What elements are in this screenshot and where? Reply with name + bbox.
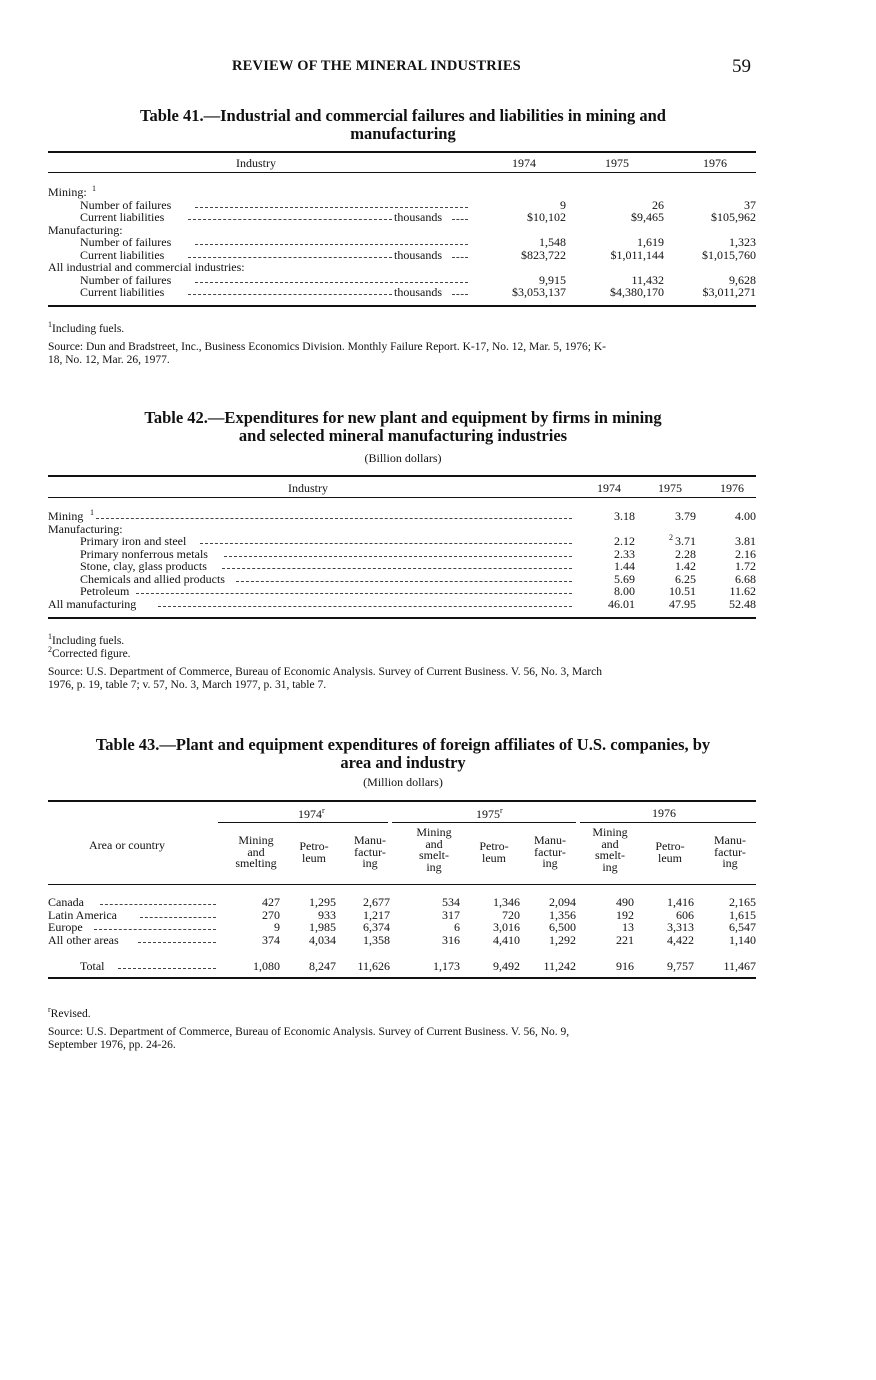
dot-leader [188, 249, 392, 258]
row-label: Manufacturing: [48, 521, 123, 536]
table42-col-year: 1975 [658, 481, 682, 495]
cell-value: 9,628 [729, 272, 756, 287]
year-group-mark: r [322, 806, 325, 815]
subcol-header: and [247, 844, 265, 859]
table41-title-line1: Table 41.—Industrial and commercial failures and liabilities in mining and [140, 106, 666, 125]
cell-value: $9,465 [631, 210, 664, 224]
table42-header-rule [48, 497, 756, 498]
value-footnote-mark: 2 [669, 533, 673, 542]
cell-value: 8.00 [614, 584, 635, 598]
cell-value: 316 [442, 932, 460, 947]
table41-col-year: 1976 [703, 156, 727, 170]
row-label: Number of failures [80, 272, 172, 287]
subcol-header: Manu- [354, 833, 386, 847]
table-total-row [0, 960, 876, 973]
dot-leader [224, 548, 572, 557]
table43-top-rule [48, 800, 756, 802]
cell-value: 1,619 [637, 235, 664, 249]
table41-title-line2: manufacturing [350, 124, 456, 143]
table42-top-rule [48, 475, 756, 477]
table43-bottom-rule [48, 977, 756, 979]
row-label: Chemicals and allied products [80, 571, 225, 586]
row-label: Number of failures [80, 235, 172, 249]
table43-footnote [48, 1003, 91, 1021]
table42-bottom-rule [48, 617, 756, 619]
subcol-header: factur- [534, 844, 566, 859]
cell-value: 1,323 [729, 235, 756, 249]
cell-value: 6,547 [729, 920, 756, 934]
subcol-header: and [601, 836, 619, 851]
footnote-mark: 1 [48, 320, 52, 329]
table42-unit: (Billion dollars) [364, 451, 442, 465]
cell-value: 3.79 [675, 509, 696, 523]
cell-value: 9,915 [539, 272, 566, 287]
table-row [0, 921, 876, 934]
footnote-mark: r [48, 1005, 51, 1014]
dot-leader [158, 598, 572, 607]
cell-value: 6.25 [675, 571, 696, 586]
footnote-text: Including fuels. [52, 322, 125, 335]
cell-value: 606 [676, 907, 694, 922]
cell-value: 2.16 [735, 546, 756, 561]
cell-value: 1,346 [493, 895, 520, 909]
table43-col-area: Area or country [89, 838, 165, 852]
cell-value: 52.48 [729, 596, 756, 611]
dot-leader [452, 249, 468, 258]
table41-col-year: 1974 [512, 156, 536, 170]
year-group-label [652, 806, 676, 821]
cell-value: 13 [622, 920, 634, 934]
cell-value: $10,102 [527, 210, 566, 224]
cell-value: 490 [616, 895, 634, 909]
year-group-label [298, 806, 325, 822]
footnote-mark: 1 [48, 632, 52, 641]
cell-value: 26 [652, 197, 664, 212]
subcol-header: smelting [235, 856, 277, 870]
year-group-label [476, 806, 503, 822]
table42-col-year: 1976 [720, 481, 744, 495]
total-value: 1,080 [253, 959, 280, 973]
cell-value: 11,432 [631, 272, 664, 287]
cell-value: 4.00 [735, 509, 756, 523]
year-group-mark: r [500, 806, 503, 815]
subcol-header: leum [302, 850, 326, 865]
cell-value: 1,548 [539, 235, 566, 249]
table41-col-year: 1975 [605, 156, 629, 170]
cell-value: $105,962 [711, 210, 756, 224]
year-group-year: 1976 [652, 806, 676, 820]
cell-value: 9 [274, 920, 280, 934]
cell-value: 1,295 [309, 895, 336, 909]
cell-value: $3,053,137 [512, 285, 566, 299]
subcol-header: ing [602, 859, 618, 874]
cell-value: 2,094 [549, 895, 576, 909]
cell-value: 5.69 [614, 571, 635, 586]
dot-leader [118, 960, 216, 969]
cell-value: 1,356 [549, 907, 576, 922]
table42-source-line2: 1976, p. 19, table 7; v. 57, No. 3, March 1977, p. 31, table 7. [48, 679, 327, 691]
subcol-header: ing [426, 859, 442, 874]
row-label: Canada [48, 895, 84, 909]
table-row [0, 934, 876, 947]
dot-leader [188, 211, 392, 220]
table42-source-line1: Source: U.S. Department of Commerce, Bureau of Economic Analysis. Survey of Current Business. V. 56, No. 3, March [48, 666, 603, 678]
subcol-header: smelt- [419, 848, 449, 862]
dot-leader [136, 585, 572, 594]
table-row [0, 535, 876, 548]
table43-source-line1: Source: U.S. Department of Commerce, Bureau of Economic Analysis. Survey of Current Business. V. 56, No. 9, [48, 1026, 570, 1038]
row-label: Mining: [48, 185, 87, 199]
table41-top-rule [48, 151, 756, 153]
total-value: 916 [616, 959, 634, 973]
cell-value: 3.18 [614, 509, 635, 523]
cell-value: 37 [744, 197, 756, 212]
year-group-rule [218, 822, 388, 823]
row-footnote-mark: 1 [90, 508, 94, 517]
subcol-header: Mining [238, 833, 274, 847]
dot-leader [100, 896, 216, 905]
table41-source-line2: 18, No. 12, Mar. 26, 1977. [48, 354, 170, 366]
cell-value: 933 [318, 907, 336, 922]
table-row [0, 510, 876, 523]
dot-leader [222, 560, 572, 569]
year-group-rule [580, 822, 756, 823]
table-row [0, 286, 876, 299]
row-footnote-mark: 1 [92, 184, 96, 193]
cell-value: 1.42 [675, 559, 696, 573]
subcol-header: Petro- [655, 839, 685, 853]
subcol-header: Petro- [299, 839, 329, 853]
table43-source-line2: September 1976, pp. 24-26. [48, 1039, 176, 1051]
cell-value: 6 [454, 920, 460, 934]
row-label: Mining [48, 509, 84, 523]
row-label: All manufacturing [48, 596, 137, 611]
cell-value: 3.71 [675, 534, 696, 548]
cell-value: $1,011,144 [610, 247, 664, 262]
table43-title-line1: Table 43.—Plant and equipment expenditures of foreign affiliates of U.S. companies, by [95, 735, 711, 754]
cell-value: 720 [502, 907, 520, 922]
row-label: Europe [48, 920, 83, 934]
table43-header-rule [48, 884, 756, 885]
row-label: Number of failures [80, 197, 172, 212]
running-title: REVIEW OF THE MINERAL INDUSTRIES [232, 58, 521, 74]
table42-col-industry: Industry [288, 481, 328, 495]
cell-value: 3,016 [493, 920, 520, 934]
row-label: Stone, clay, glass products [80, 559, 207, 573]
subcol-header: ing [542, 856, 558, 870]
cell-value: 4,422 [667, 932, 694, 947]
cell-value: 3.81 [735, 534, 756, 548]
cell-value: 4,410 [493, 932, 520, 947]
table42-footnote2 [48, 643, 131, 661]
table-row [0, 585, 876, 598]
dot-leader [195, 199, 468, 208]
cell-value: 4,034 [309, 932, 336, 947]
total-value: 1,173 [433, 959, 460, 973]
cell-value: 10.51 [669, 584, 696, 598]
cell-value: 47.95 [669, 596, 696, 611]
cell-value: 534 [442, 895, 460, 909]
table-row [0, 560, 876, 573]
subcol-header: Mining [416, 825, 452, 839]
row-label: All industrial and commercial industries: [48, 260, 245, 274]
table43-unit: (Million dollars) [363, 775, 443, 789]
row-label: Current liabilities [80, 247, 165, 262]
cell-value: $823,722 [521, 247, 566, 262]
cell-value: 1.72 [735, 559, 756, 573]
table-row [0, 261, 876, 274]
dot-leader [195, 236, 468, 245]
dot-leader [452, 211, 468, 220]
page-number: 59 [732, 56, 751, 77]
cell-value: 1,140 [729, 932, 756, 947]
dot-leader [94, 921, 216, 930]
subcol-header: leum [482, 850, 506, 865]
footnote-text: Including fuels. [52, 634, 125, 647]
unit-label: thousands [394, 210, 442, 224]
cell-value: 1.44 [614, 559, 635, 573]
subcol-header: leum [658, 850, 682, 865]
subcol-header: ing [722, 856, 738, 870]
cell-value: 1,985 [309, 920, 336, 934]
cell-value: 374 [262, 932, 280, 947]
dot-leader [188, 286, 392, 295]
table42-title-line2: and selected mineral manufacturing industries [238, 426, 568, 445]
table41-header-rule [48, 172, 756, 173]
cell-value: 6,374 [363, 920, 390, 934]
footnote-text: Corrected figure. [52, 647, 131, 660]
table41-col-industry: Industry [236, 156, 276, 170]
total-value: 11,242 [543, 959, 576, 973]
cell-value: $1,015,760 [702, 247, 756, 262]
cell-value: 221 [616, 932, 634, 947]
cell-value: 6.68 [735, 571, 756, 586]
total-value: 11,626 [357, 959, 390, 973]
cell-value: 427 [262, 895, 280, 909]
footnote-text: Revised. [50, 1007, 91, 1020]
table43-title-line2: area and industry [340, 753, 466, 772]
total-value: 8,247 [309, 959, 336, 973]
cell-value: 3,313 [667, 920, 694, 934]
cell-value: 2,677 [363, 895, 390, 909]
row-label: Manufacturing: [48, 222, 123, 237]
cell-value: $4,380,170 [610, 285, 664, 299]
total-value: 9,492 [493, 959, 520, 973]
cell-value: 2.33 [614, 546, 635, 561]
cell-value: 1,416 [667, 895, 694, 909]
dot-leader [140, 909, 216, 918]
row-label: Petroleum [80, 584, 130, 598]
dot-leader [138, 934, 216, 943]
cell-value: 46.01 [608, 596, 635, 611]
cell-value: 6,500 [549, 920, 576, 934]
year-group-rule [392, 822, 576, 823]
table41-bottom-rule [48, 305, 756, 307]
subcol-header: Petro- [479, 839, 509, 853]
unit-label: thousands [394, 247, 442, 262]
table-row [0, 186, 876, 199]
table42-title-line1: Table 42.—Expenditures for new plant and equipment by firms in mining [144, 408, 662, 427]
subcol-header: ing [362, 856, 378, 870]
row-label: Latin America [48, 907, 117, 922]
year-group-year: 1975 [476, 807, 500, 821]
cell-value: 317 [442, 907, 460, 922]
total-value: 9,757 [667, 959, 694, 973]
total-value: 11,467 [723, 959, 756, 973]
row-label: Primary iron and steel [80, 534, 187, 548]
dot-leader [452, 286, 468, 295]
year-group-year: 1974 [298, 807, 322, 821]
cell-value: $3,011,271 [702, 285, 756, 299]
dot-leader [200, 535, 572, 544]
table-row [0, 236, 876, 249]
cell-value: 2,165 [729, 895, 756, 909]
cell-value: 1,358 [363, 932, 390, 947]
cell-value: 11.62 [729, 584, 756, 598]
cell-value: 270 [262, 907, 280, 922]
total-label: Total [80, 959, 105, 973]
unit-label: thousands [394, 285, 442, 299]
dot-leader [195, 274, 468, 283]
dot-leader [96, 510, 572, 519]
cell-value: 192 [616, 907, 634, 922]
subcol-header: smelt- [595, 848, 625, 862]
subcol-header: Mining [592, 825, 628, 839]
subcol-header: Manu- [714, 833, 746, 847]
row-label: Primary nonferrous metals [80, 546, 208, 561]
table-row [0, 211, 876, 224]
row-label: Current liabilities [80, 210, 165, 224]
footnote-mark: 2 [48, 645, 52, 654]
dot-leader [236, 573, 572, 582]
table-row [0, 598, 876, 611]
table-row [0, 896, 876, 909]
cell-value: 1,292 [549, 932, 576, 947]
subcol-header: factur- [354, 844, 386, 859]
cell-value: 9 [560, 197, 566, 212]
subcol-header: and [425, 836, 443, 851]
subcol-header: Manu- [534, 833, 566, 847]
table42-col-year: 1974 [597, 481, 621, 495]
cell-value: 1,217 [363, 907, 390, 922]
subcol-header: factur- [714, 844, 746, 859]
cell-value: 1,615 [729, 907, 756, 922]
row-label: Current liabilities [80, 285, 165, 299]
cell-value: 2.28 [675, 546, 696, 561]
row-label: All other areas [48, 932, 119, 947]
cell-value: 2.12 [614, 534, 635, 548]
table41-footnote [48, 318, 124, 336]
table41-source-line1: Source: Dun and Bradstreet, Inc., Business Economics Division. Monthly Failure Report. K-17, No. 12, Mar. 5, 1976; K- [48, 341, 606, 353]
